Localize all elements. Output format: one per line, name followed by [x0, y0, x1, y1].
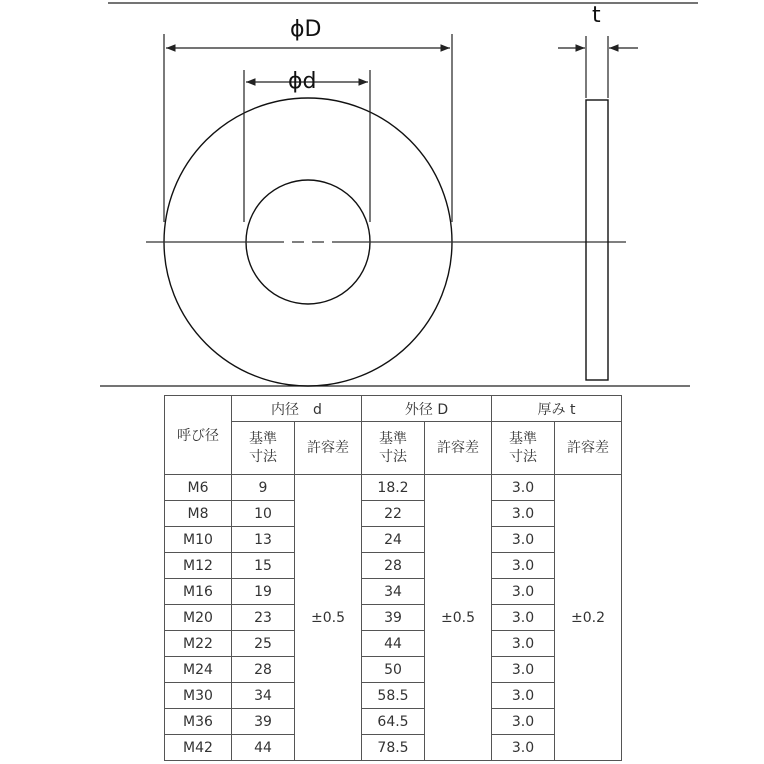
thickness-basic-size-header: 基準 寸法: [492, 422, 555, 475]
thickness-cell: 3.0: [492, 605, 555, 631]
outer-diameter-cell: 78.5: [362, 735, 425, 761]
nominal-size-cell: M16: [165, 579, 232, 605]
thickness-cell: 3.0: [492, 579, 555, 605]
thickness-cell: 3.0: [492, 683, 555, 709]
inner-basic-size-header: 基準 寸法: [232, 422, 295, 475]
nominal-size-cell: M6: [165, 475, 232, 501]
thickness-header: 厚み t: [492, 396, 622, 422]
outer-diameter-cell: 39: [362, 605, 425, 631]
inner-diameter-label: ϕd: [288, 69, 317, 94]
inner-diameter-cell: 44: [232, 735, 295, 761]
nominal-size-cell: M30: [165, 683, 232, 709]
thickness-cell: 3.0: [492, 735, 555, 761]
inner-diameter-cell: 13: [232, 527, 295, 553]
outer-diameter-label: ϕD: [290, 17, 322, 42]
table-row: [165, 631, 622, 657]
nominal-size-cell: M8: [165, 501, 232, 527]
thickness-cell: 3.0: [492, 631, 555, 657]
nominal-size-cell: M42: [165, 735, 232, 761]
nominal-size-cell: M22: [165, 631, 232, 657]
outer-diameter-cell: 50: [362, 657, 425, 683]
outer-diameter-cell: 64.5: [362, 709, 425, 735]
outer-diameter-cell: 24: [362, 527, 425, 553]
table-row: [165, 579, 622, 605]
table-row: [165, 605, 622, 631]
table-row: [165, 709, 622, 735]
nominal-size-cell: M10: [165, 527, 232, 553]
table-row: [165, 683, 622, 709]
nominal-size-header: 呼び径: [165, 396, 232, 475]
inner-diameter-cell: 28: [232, 657, 295, 683]
thickness-cell: 3.0: [492, 709, 555, 735]
inner-diameter-header: 内径 d: [232, 396, 362, 422]
table-row: [165, 501, 622, 527]
washer-side-view: [586, 100, 608, 380]
table-row: [165, 475, 622, 501]
outer-diameter-header: 外径 D: [362, 396, 492, 422]
nominal-size-cell: M20: [165, 605, 232, 631]
table-row: [165, 553, 622, 579]
thickness-tolerance-cell: ±0.2: [555, 475, 622, 761]
outer-diameter-cell: 28: [362, 553, 425, 579]
nominal-size-cell: M36: [165, 709, 232, 735]
outer-tolerance-cell: ±0.5: [425, 475, 492, 761]
inner-tolerance-header: 許容差: [295, 422, 362, 475]
thickness-cell: 3.0: [492, 475, 555, 501]
outer-diameter-cell: 22: [362, 501, 425, 527]
thickness-cell: 3.0: [492, 657, 555, 683]
inner-diameter-cell: 23: [232, 605, 295, 631]
table-row: [165, 657, 622, 683]
outer-tolerance-header: 許容差: [425, 422, 492, 475]
outer-basic-size-header: 基準 寸法: [362, 422, 425, 475]
nominal-size-cell: M12: [165, 553, 232, 579]
outer-diameter-cell: 34: [362, 579, 425, 605]
thickness-cell: 3.0: [492, 553, 555, 579]
thickness-tolerance-header: 許容差: [555, 422, 622, 475]
inner-diameter-cell: 25: [232, 631, 295, 657]
thickness-cell: 3.0: [492, 527, 555, 553]
table-row: [165, 735, 622, 761]
thickness-label: t: [592, 3, 601, 28]
outer-diameter-cell: 18.2: [362, 475, 425, 501]
inner-diameter-cell: 19: [232, 579, 295, 605]
washer-spec-table: [164, 395, 622, 761]
thickness-cell: 3.0: [492, 501, 555, 527]
inner-diameter-cell: 10: [232, 501, 295, 527]
inner-diameter-cell: 15: [232, 553, 295, 579]
nominal-size-cell: M24: [165, 657, 232, 683]
inner-diameter-cell: 34: [232, 683, 295, 709]
outer-diameter-cell: 58.5: [362, 683, 425, 709]
outer-diameter-cell: 44: [362, 631, 425, 657]
table-row: [165, 527, 622, 553]
inner-diameter-cell: 39: [232, 709, 295, 735]
inner-diameter-cell: 9: [232, 475, 295, 501]
inner-tolerance-cell: ±0.5: [295, 475, 362, 761]
